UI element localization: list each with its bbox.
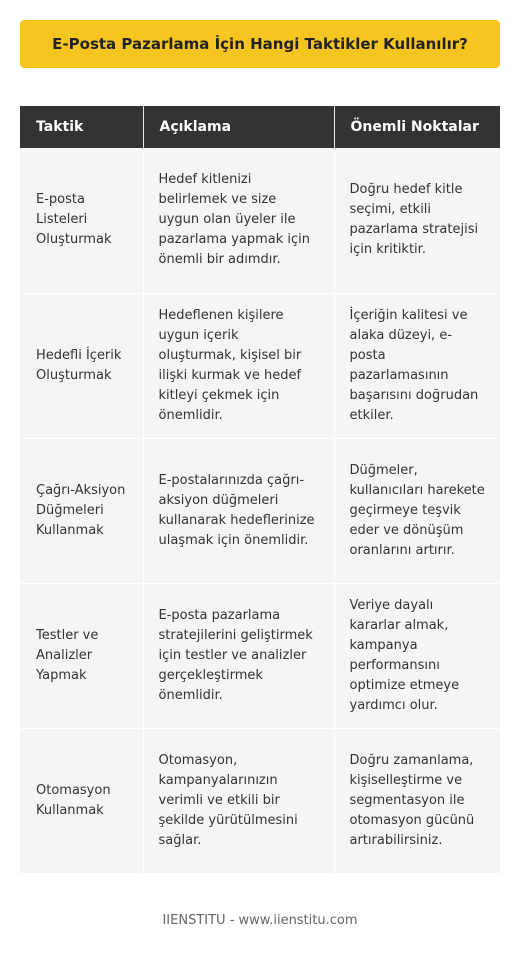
cell-taktik: Çağrı-Aksiyon Düğmeleri Kullanmak bbox=[20, 438, 143, 583]
page-title: E-Posta Pazarlama İçin Hangi Taktikler Kullanılır? bbox=[20, 20, 500, 68]
cell-taktik: Testler ve Analizler Yapmak bbox=[20, 583, 143, 728]
cell-aciklama: E-posta pazarlama stratejilerini geliştirmek için testler ve analizler gerçekleştirmek önemlidir. bbox=[143, 583, 334, 728]
footer-credit: IIENSTITU - www.iienstitu.com bbox=[162, 913, 358, 928]
table-row bbox=[20, 583, 500, 728]
table-row bbox=[20, 438, 500, 583]
table-row bbox=[20, 293, 500, 438]
cell-taktik: Otomasyon Kullanmak bbox=[20, 728, 143, 873]
cell-onemli: Doğru hedef kitle seçimi, etkili pazarlama stratejisi için kritiktir. bbox=[334, 148, 500, 293]
header-taktik: Taktik bbox=[20, 106, 143, 148]
cell-onemli: Veriye dayalı kararlar almak, kampanya performansını optimize etmeye yardımcı olur. bbox=[334, 583, 500, 728]
cell-taktik: Hedefli İçerik Oluşturmak bbox=[20, 293, 143, 438]
header-aciklama: Açıklama bbox=[143, 106, 334, 148]
tactics-table bbox=[20, 106, 500, 874]
cell-onemli: İçeriğin kalitesi ve alaka düzeyi, e-posta pazarlamasının başarısını doğrudan etkiler. bbox=[334, 293, 500, 438]
header-onemli-noktalar: Önemli Noktalar bbox=[334, 106, 500, 148]
cell-taktik: E-posta Listeleri Oluşturmak bbox=[20, 148, 143, 293]
cell-aciklama: Hedef kitlenizi belirlemek ve size uygun olan üyeler ile pazarlama yapmak için önemli bir adımdır. bbox=[143, 148, 334, 293]
table-row bbox=[20, 728, 500, 873]
table-row bbox=[20, 148, 500, 293]
cell-aciklama: Hedeflenen kişilere uygun içerik oluşturmak, kişisel bir ilişki kurmak ve hedef kitleyi çekmek için önemlidir. bbox=[143, 293, 334, 438]
table-header-row bbox=[20, 106, 500, 148]
cell-onemli: Doğru zamanlama, kişiselleştirme ve segmentasyon ile otomasyon gücünü artırabilirsiniz. bbox=[334, 728, 500, 873]
cell-aciklama: E-postalarınızda çağrı-aksiyon düğmeleri kullanarak hedeflerinize ulaşmak için önemlidir. bbox=[143, 438, 334, 583]
cell-onemli: Düğmeler, kullanıcıları harekete geçirmeye teşvik eder ve dönüşüm oranlarını artırır. bbox=[334, 438, 500, 583]
cell-aciklama: Otomasyon, kampanyalarınızın verimli ve etkili bir şekilde yürütülmesini sağlar. bbox=[143, 728, 334, 873]
